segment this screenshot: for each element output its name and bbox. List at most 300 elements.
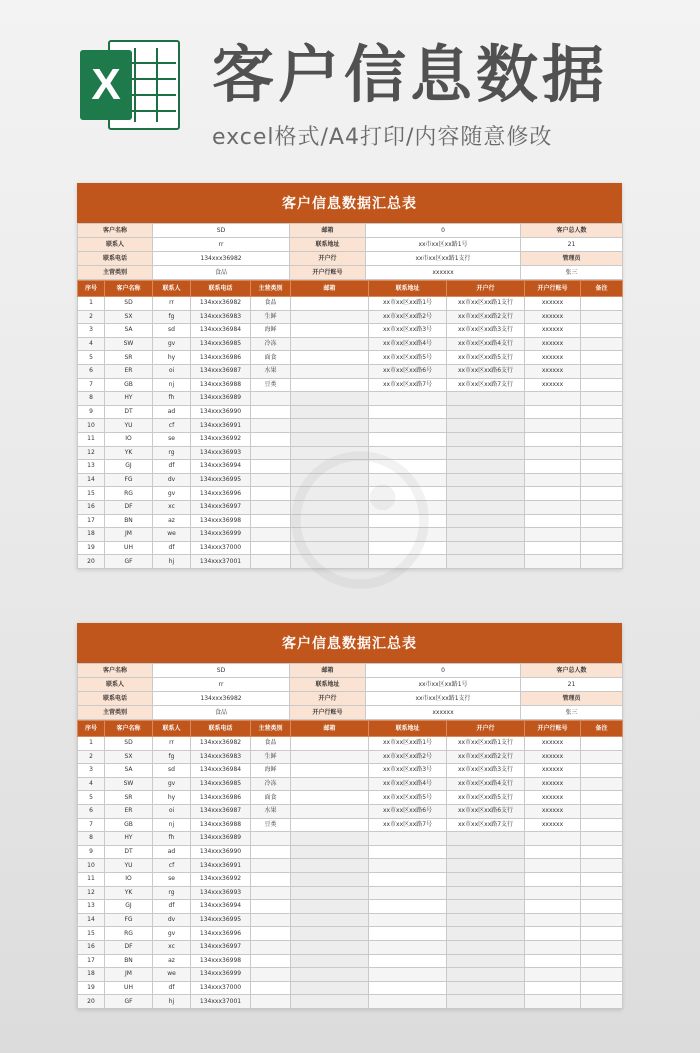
table-cell[interactable]: 134xxx36983: [191, 310, 251, 324]
table-cell[interactable]: xxxxxx: [525, 750, 581, 764]
table-cell[interactable]: [251, 927, 291, 941]
table-cell[interactable]: 水果: [251, 364, 291, 378]
table-cell[interactable]: 134xxx36986: [191, 791, 251, 805]
table-cell[interactable]: 134xxx36992: [191, 432, 251, 446]
table-cell[interactable]: 134xxx36992: [191, 872, 251, 886]
table-cell[interactable]: [369, 832, 447, 846]
table-cell[interactable]: [251, 446, 291, 460]
table-cell[interactable]: 134xxx36987: [191, 804, 251, 818]
summary-value[interactable]: 21: [521, 238, 623, 252]
table-cell[interactable]: 生鲜: [251, 310, 291, 324]
table-cell[interactable]: [581, 310, 623, 324]
table-cell[interactable]: [369, 859, 447, 873]
table-cell[interactable]: [581, 764, 623, 778]
table-cell[interactable]: [581, 900, 623, 914]
table-cell[interactable]: [291, 872, 369, 886]
table-cell[interactable]: SR: [105, 791, 153, 805]
table-cell[interactable]: [525, 954, 581, 968]
table-cell[interactable]: 16: [78, 500, 105, 514]
table-cell[interactable]: 134xxx36995: [191, 913, 251, 927]
table-cell[interactable]: xx市xx区xx路5支行: [447, 791, 525, 805]
table-cell[interactable]: 18: [78, 968, 105, 982]
table-cell[interactable]: [525, 432, 581, 446]
table-cell[interactable]: 134xxx36994: [191, 460, 251, 474]
table-cell[interactable]: hj: [153, 555, 191, 569]
table-cell[interactable]: [369, 872, 447, 886]
table-cell[interactable]: [447, 555, 525, 569]
table-cell[interactable]: [291, 364, 369, 378]
table-cell[interactable]: [447, 419, 525, 433]
table-cell[interactable]: [369, 845, 447, 859]
table-cell[interactable]: ER: [105, 364, 153, 378]
table-cell[interactable]: [525, 995, 581, 1009]
table-cell[interactable]: [369, 968, 447, 982]
table-cell[interactable]: [581, 500, 623, 514]
summary-value[interactable]: 张三: [521, 706, 623, 720]
table-cell[interactable]: GJ: [105, 900, 153, 914]
table-cell[interactable]: 134xxx36998: [191, 514, 251, 528]
table-cell[interactable]: xx市xx区xx路2支行: [447, 750, 525, 764]
table-cell[interactable]: 134xxx36997: [191, 500, 251, 514]
table-cell[interactable]: [251, 886, 291, 900]
table-cell[interactable]: 5: [78, 351, 105, 365]
table-cell[interactable]: rg: [153, 886, 191, 900]
table-cell[interactable]: GJ: [105, 460, 153, 474]
table-cell[interactable]: YK: [105, 446, 153, 460]
table-cell[interactable]: [447, 487, 525, 501]
table-cell[interactable]: HY: [105, 392, 153, 406]
table-cell[interactable]: 15: [78, 487, 105, 501]
summary-value[interactable]: 食品: [153, 266, 290, 280]
table-cell[interactable]: xx市xx区xx路3支行: [447, 764, 525, 778]
summary-value[interactable]: SD: [153, 224, 290, 238]
table-cell[interactable]: [581, 460, 623, 474]
table-cell[interactable]: [525, 528, 581, 542]
table-cell[interactable]: GF: [105, 555, 153, 569]
table-cell[interactable]: 17: [78, 954, 105, 968]
table-cell[interactable]: xxxxxx: [525, 297, 581, 311]
table-cell[interactable]: se: [153, 872, 191, 886]
table-cell[interactable]: [251, 392, 291, 406]
table-cell[interactable]: dv: [153, 473, 191, 487]
table-cell[interactable]: fg: [153, 750, 191, 764]
table-cell[interactable]: 134xxx36987: [191, 364, 251, 378]
table-cell[interactable]: 豆类: [251, 818, 291, 832]
table-cell[interactable]: 13: [78, 900, 105, 914]
table-cell[interactable]: xx市xx区xx路6支行: [447, 804, 525, 818]
table-cell[interactable]: [251, 845, 291, 859]
table-cell[interactable]: 6: [78, 804, 105, 818]
table-cell[interactable]: DT: [105, 845, 153, 859]
table-cell[interactable]: [291, 737, 369, 751]
table-cell[interactable]: 17: [78, 514, 105, 528]
table-cell[interactable]: UH: [105, 541, 153, 555]
table-cell[interactable]: [251, 405, 291, 419]
table-cell[interactable]: 生鲜: [251, 750, 291, 764]
table-cell[interactable]: RG: [105, 487, 153, 501]
table-cell[interactable]: [291, 832, 369, 846]
table-cell[interactable]: [581, 737, 623, 751]
table-cell[interactable]: oi: [153, 804, 191, 818]
table-cell[interactable]: [525, 500, 581, 514]
summary-value[interactable]: 21: [521, 678, 623, 692]
table-cell[interactable]: [581, 528, 623, 542]
table-cell[interactable]: 134xxx36991: [191, 419, 251, 433]
table-cell[interactable]: [447, 927, 525, 941]
table-cell[interactable]: [581, 541, 623, 555]
summary-value[interactable]: rr: [153, 238, 290, 252]
table-cell[interactable]: [581, 886, 623, 900]
table-cell[interactable]: 5: [78, 791, 105, 805]
table-cell[interactable]: GB: [105, 378, 153, 392]
table-cell[interactable]: fh: [153, 832, 191, 846]
table-cell[interactable]: [447, 900, 525, 914]
table-cell[interactable]: 冷冻: [251, 337, 291, 351]
table-cell[interactable]: fg: [153, 310, 191, 324]
table-cell[interactable]: 4: [78, 777, 105, 791]
table-cell[interactable]: 8: [78, 392, 105, 406]
table-cell[interactable]: 16: [78, 940, 105, 954]
table-cell[interactable]: gv: [153, 927, 191, 941]
table-cell[interactable]: [581, 297, 623, 311]
table-cell[interactable]: UH: [105, 981, 153, 995]
table-cell[interactable]: [581, 872, 623, 886]
table-cell[interactable]: dv: [153, 913, 191, 927]
table-cell[interactable]: [369, 405, 447, 419]
table-cell[interactable]: sd: [153, 764, 191, 778]
table-cell[interactable]: 134xxx37001: [191, 995, 251, 1009]
table-cell[interactable]: [369, 954, 447, 968]
table-cell[interactable]: 134xxx36996: [191, 927, 251, 941]
table-cell[interactable]: [525, 845, 581, 859]
table-cell[interactable]: 食品: [251, 297, 291, 311]
table-cell[interactable]: hy: [153, 791, 191, 805]
table-cell[interactable]: 134xxx36991: [191, 859, 251, 873]
table-cell[interactable]: 13: [78, 460, 105, 474]
table-cell[interactable]: [581, 555, 623, 569]
table-cell[interactable]: [251, 832, 291, 846]
table-cell[interactable]: [525, 392, 581, 406]
table-cell[interactable]: YK: [105, 886, 153, 900]
table-cell[interactable]: JM: [105, 968, 153, 982]
table-cell[interactable]: [581, 913, 623, 927]
table-cell[interactable]: [581, 832, 623, 846]
table-cell[interactable]: BN: [105, 954, 153, 968]
table-cell[interactable]: df: [153, 981, 191, 995]
table-cell[interactable]: [525, 473, 581, 487]
summary-value[interactable]: rr: [153, 678, 290, 692]
table-cell[interactable]: [581, 514, 623, 528]
table-cell[interactable]: [447, 981, 525, 995]
table-cell[interactable]: [291, 791, 369, 805]
table-cell[interactable]: [525, 886, 581, 900]
summary-value[interactable]: xxxxxx: [366, 266, 521, 280]
table-cell[interactable]: [251, 460, 291, 474]
table-cell[interactable]: [525, 419, 581, 433]
summary-value[interactable]: 食品: [153, 706, 290, 720]
table-cell[interactable]: 11: [78, 872, 105, 886]
table-cell[interactable]: 134xxx36985: [191, 777, 251, 791]
table-cell[interactable]: xx市xx区xx路7支行: [447, 818, 525, 832]
table-cell[interactable]: [291, 750, 369, 764]
table-cell[interactable]: [525, 859, 581, 873]
table-cell[interactable]: [369, 940, 447, 954]
table-cell[interactable]: 134xxx36990: [191, 405, 251, 419]
table-cell[interactable]: xxxxxx: [525, 777, 581, 791]
table-cell[interactable]: 海鲜: [251, 764, 291, 778]
table-cell[interactable]: 134xxx36988: [191, 378, 251, 392]
table-cell[interactable]: [291, 351, 369, 365]
table-cell[interactable]: [525, 981, 581, 995]
table-cell[interactable]: xx市xx区xx路2支行: [447, 310, 525, 324]
table-cell[interactable]: 134xxx36990: [191, 845, 251, 859]
table-cell[interactable]: 134xxx36986: [191, 351, 251, 365]
table-cell[interactable]: [581, 845, 623, 859]
table-cell[interactable]: 134xxx36997: [191, 940, 251, 954]
table-cell[interactable]: xx市xx区xx路3号: [369, 324, 447, 338]
table-cell[interactable]: xxxxxx: [525, 737, 581, 751]
table-cell[interactable]: [447, 954, 525, 968]
table-cell[interactable]: GB: [105, 818, 153, 832]
table-cell[interactable]: xx市xx区xx路3号: [369, 764, 447, 778]
table-cell[interactable]: [581, 432, 623, 446]
table-cell[interactable]: 9: [78, 845, 105, 859]
table-cell[interactable]: [581, 940, 623, 954]
table-cell[interactable]: FG: [105, 913, 153, 927]
table-cell[interactable]: [447, 473, 525, 487]
summary-value[interactable]: 0: [366, 224, 521, 238]
table-cell[interactable]: 12: [78, 886, 105, 900]
table-cell[interactable]: az: [153, 954, 191, 968]
table-cell[interactable]: [369, 913, 447, 927]
summary-value[interactable]: xx市xx区xx路1号: [366, 238, 521, 252]
table-cell[interactable]: xx市xx区xx路7号: [369, 378, 447, 392]
table-cell[interactable]: 6: [78, 364, 105, 378]
summary-value[interactable]: 0: [366, 664, 521, 678]
table-cell[interactable]: 3: [78, 324, 105, 338]
table-cell[interactable]: xx市xx区xx路4支行: [447, 337, 525, 351]
table-cell[interactable]: 134xxx37000: [191, 981, 251, 995]
table-cell[interactable]: [525, 968, 581, 982]
table-cell[interactable]: rr: [153, 737, 191, 751]
table-cell[interactable]: [581, 419, 623, 433]
table-cell[interactable]: xx市xx区xx路2号: [369, 750, 447, 764]
table-cell[interactable]: 食品: [251, 737, 291, 751]
table-cell[interactable]: [447, 940, 525, 954]
table-cell[interactable]: [291, 927, 369, 941]
table-cell[interactable]: 134xxx36999: [191, 968, 251, 982]
summary-value[interactable]: 张三: [521, 266, 623, 280]
table-cell[interactable]: cf: [153, 859, 191, 873]
table-cell[interactable]: [581, 364, 623, 378]
table-cell[interactable]: [251, 968, 291, 982]
table-cell[interactable]: ad: [153, 845, 191, 859]
table-cell[interactable]: xx市xx区xx路4号: [369, 337, 447, 351]
table-cell[interactable]: YU: [105, 859, 153, 873]
table-cell[interactable]: FG: [105, 473, 153, 487]
table-cell[interactable]: 134xxx36982: [191, 297, 251, 311]
table-cell[interactable]: [581, 927, 623, 941]
table-cell[interactable]: SW: [105, 337, 153, 351]
table-cell[interactable]: fh: [153, 392, 191, 406]
table-cell[interactable]: 9: [78, 405, 105, 419]
table-cell[interactable]: [447, 432, 525, 446]
table-cell[interactable]: 134xxx36998: [191, 954, 251, 968]
table-cell[interactable]: 冷冻: [251, 777, 291, 791]
table-cell[interactable]: xxxxxx: [525, 818, 581, 832]
table-cell[interactable]: [291, 940, 369, 954]
table-cell[interactable]: sd: [153, 324, 191, 338]
table-cell[interactable]: [291, 913, 369, 927]
table-cell[interactable]: [251, 900, 291, 914]
table-cell[interactable]: [525, 446, 581, 460]
table-cell[interactable]: rg: [153, 446, 191, 460]
table-cell[interactable]: [525, 832, 581, 846]
table-cell[interactable]: 20: [78, 555, 105, 569]
table-cell[interactable]: [447, 859, 525, 873]
table-cell[interactable]: [581, 378, 623, 392]
table-cell[interactable]: 1: [78, 737, 105, 751]
table-cell[interactable]: 134xxx37000: [191, 541, 251, 555]
table-cell[interactable]: 2: [78, 750, 105, 764]
table-cell[interactable]: 134xxx36988: [191, 818, 251, 832]
table-cell[interactable]: [525, 927, 581, 941]
table-cell[interactable]: 水果: [251, 804, 291, 818]
table-cell[interactable]: [447, 405, 525, 419]
table-cell[interactable]: SR: [105, 351, 153, 365]
table-cell[interactable]: gv: [153, 487, 191, 501]
table-cell[interactable]: 面食: [251, 791, 291, 805]
table-cell[interactable]: 134xxx36989: [191, 832, 251, 846]
table-cell[interactable]: [447, 872, 525, 886]
table-cell[interactable]: xx市xx区xx路4支行: [447, 777, 525, 791]
table-cell[interactable]: [291, 818, 369, 832]
table-cell[interactable]: DF: [105, 940, 153, 954]
summary-value[interactable]: 134xxx36982: [153, 252, 290, 266]
table-cell[interactable]: [581, 818, 623, 832]
table-cell[interactable]: [525, 913, 581, 927]
table-cell[interactable]: 134xxx36984: [191, 324, 251, 338]
table-cell[interactable]: SA: [105, 764, 153, 778]
table-cell[interactable]: [291, 954, 369, 968]
table-cell[interactable]: [525, 514, 581, 528]
table-cell[interactable]: df: [153, 541, 191, 555]
table-cell[interactable]: [369, 981, 447, 995]
table-cell[interactable]: SX: [105, 310, 153, 324]
table-cell[interactable]: 134xxx37001: [191, 555, 251, 569]
table-cell[interactable]: gv: [153, 337, 191, 351]
table-cell[interactable]: [581, 804, 623, 818]
table-cell[interactable]: [447, 541, 525, 555]
table-cell[interactable]: 3: [78, 764, 105, 778]
table-cell[interactable]: DT: [105, 405, 153, 419]
table-cell[interactable]: nj: [153, 818, 191, 832]
table-cell[interactable]: 10: [78, 419, 105, 433]
table-cell[interactable]: [291, 324, 369, 338]
table-cell[interactable]: [251, 432, 291, 446]
summary-value[interactable]: xxxxxx: [366, 706, 521, 720]
table-cell[interactable]: oi: [153, 364, 191, 378]
table-cell[interactable]: xx市xx区xx路6号: [369, 364, 447, 378]
table-cell[interactable]: 1: [78, 297, 105, 311]
table-cell[interactable]: [369, 392, 447, 406]
table-cell[interactable]: ER: [105, 804, 153, 818]
table-cell[interactable]: [291, 764, 369, 778]
table-cell[interactable]: [369, 886, 447, 900]
table-cell[interactable]: 134xxx36996: [191, 487, 251, 501]
table-cell[interactable]: xxxxxx: [525, 378, 581, 392]
table-cell[interactable]: xx市xx区xx路5号: [369, 791, 447, 805]
table-cell[interactable]: 19: [78, 981, 105, 995]
table-cell[interactable]: [291, 968, 369, 982]
table-cell[interactable]: 134xxx36994: [191, 900, 251, 914]
table-cell[interactable]: xxxxxx: [525, 310, 581, 324]
table-cell[interactable]: 20: [78, 995, 105, 1009]
table-cell[interactable]: 19: [78, 541, 105, 555]
table-cell[interactable]: [291, 886, 369, 900]
table-cell[interactable]: [369, 927, 447, 941]
table-cell[interactable]: [251, 954, 291, 968]
table-cell[interactable]: [251, 859, 291, 873]
table-cell[interactable]: xxxxxx: [525, 764, 581, 778]
table-cell[interactable]: SA: [105, 324, 153, 338]
table-cell[interactable]: rr: [153, 297, 191, 311]
table-cell[interactable]: xxxxxx: [525, 351, 581, 365]
table-cell[interactable]: [291, 337, 369, 351]
table-cell[interactable]: gv: [153, 777, 191, 791]
table-cell[interactable]: xx市xx区xx路7号: [369, 818, 447, 832]
table-cell[interactable]: xxxxxx: [525, 791, 581, 805]
table-cell[interactable]: [525, 872, 581, 886]
table-cell[interactable]: 11: [78, 432, 105, 446]
table-cell[interactable]: [447, 460, 525, 474]
table-cell[interactable]: RG: [105, 927, 153, 941]
table-cell[interactable]: 134xxx36984: [191, 764, 251, 778]
table-cell[interactable]: 4: [78, 337, 105, 351]
table-cell[interactable]: 12: [78, 446, 105, 460]
table-cell[interactable]: [251, 981, 291, 995]
table-cell[interactable]: 134xxx36983: [191, 750, 251, 764]
table-cell[interactable]: [525, 940, 581, 954]
table-cell[interactable]: az: [153, 514, 191, 528]
table-cell[interactable]: SW: [105, 777, 153, 791]
table-cell[interactable]: [581, 473, 623, 487]
table-cell[interactable]: [369, 995, 447, 1009]
table-cell[interactable]: cf: [153, 419, 191, 433]
table-cell[interactable]: 10: [78, 859, 105, 873]
table-cell[interactable]: [291, 900, 369, 914]
table-cell[interactable]: [581, 968, 623, 982]
table-cell[interactable]: [581, 351, 623, 365]
table-cell[interactable]: [447, 845, 525, 859]
table-cell[interactable]: xx市xx区xx路4号: [369, 777, 447, 791]
table-cell[interactable]: xx市xx区xx路5支行: [447, 351, 525, 365]
table-cell[interactable]: [447, 913, 525, 927]
table-cell[interactable]: [291, 378, 369, 392]
table-cell[interactable]: df: [153, 900, 191, 914]
table-cell[interactable]: 豆类: [251, 378, 291, 392]
table-cell[interactable]: xxxxxx: [525, 804, 581, 818]
table-cell[interactable]: SD: [105, 297, 153, 311]
table-cell[interactable]: JM: [105, 528, 153, 542]
table-cell[interactable]: [447, 832, 525, 846]
table-cell[interactable]: xx市xx区xx路1号: [369, 737, 447, 751]
table-cell[interactable]: [525, 541, 581, 555]
table-cell[interactable]: [291, 981, 369, 995]
table-cell[interactable]: 14: [78, 913, 105, 927]
table-cell[interactable]: xx市xx区xx路5号: [369, 351, 447, 365]
table-cell[interactable]: [447, 886, 525, 900]
